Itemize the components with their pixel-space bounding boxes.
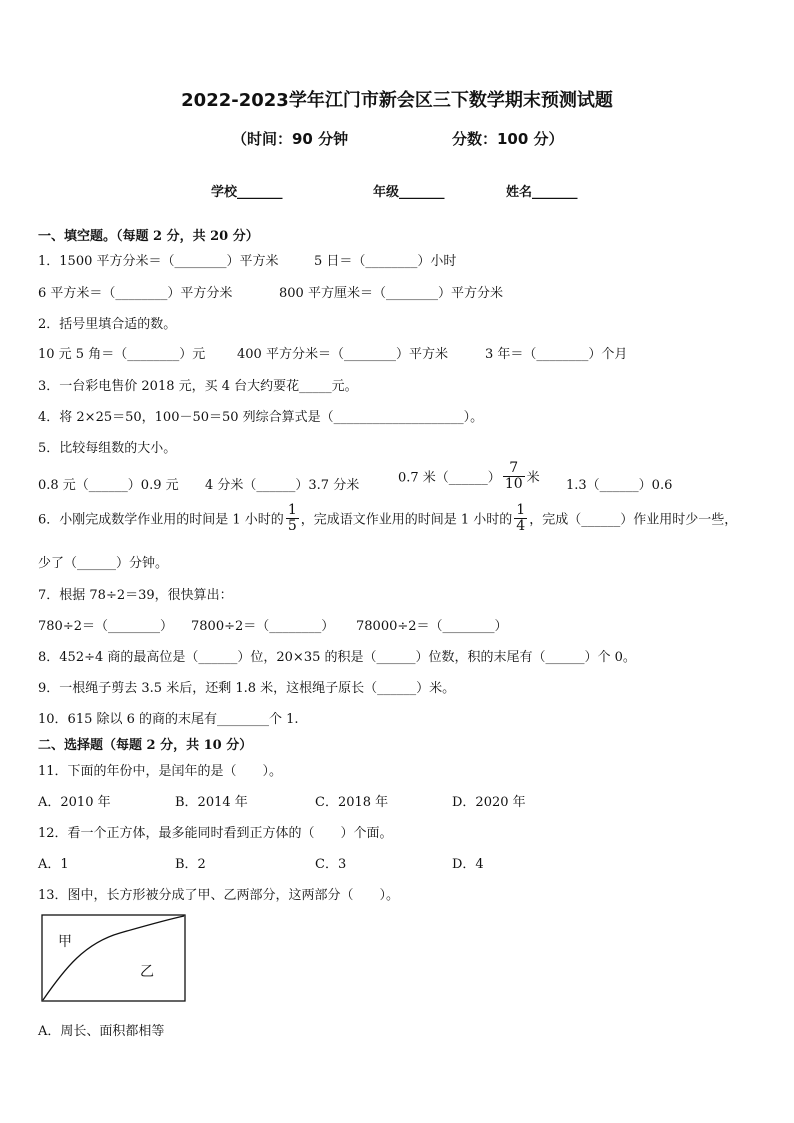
label-jia: 甲 [58, 934, 72, 950]
q8-text[interactable]: 8．452÷4 商的最高位是（______）位，20×35 的积是（______）位数，积的末尾有（______）个 0。 [38, 650, 636, 665]
q6-line2[interactable]: 少了（______）分钟。 [38, 556, 169, 571]
q10-text[interactable]: 10．615 除以 6 的商的末尾有________个 1. [38, 712, 299, 727]
q12-option-a[interactable]: A．1 [38, 857, 69, 872]
q6-part1: 6．小刚完成数学作业用的时间是 1 小时的 [38, 512, 284, 528]
fraction-denominator: 5 [287, 517, 297, 534]
q13-text: 13．图中，长方形被分成了甲、乙两部分，这两部分（ ）。 [38, 888, 400, 903]
fraction-1-4 [514, 503, 527, 533]
fraction-1-5 [286, 503, 299, 533]
q2-item-c[interactable]: 3 年＝（________）个月 [485, 347, 628, 362]
grade-field[interactable]: 年级_______ [373, 185, 445, 200]
fraction-denominator: 4 [516, 517, 526, 534]
q5-item-a[interactable]: 0.8 元（______）0.9 元 [38, 478, 179, 493]
rectangle-diagram [40, 913, 190, 1005]
q1-item-c[interactable]: 6 平方米＝（________）平方分米 [38, 286, 233, 301]
q11-option-b[interactable]: B．2014 年 [175, 795, 248, 810]
q12-option-c[interactable]: C．3 [315, 857, 347, 872]
exam-time: （时间：90 分钟 [232, 130, 349, 148]
q6-line1[interactable] [38, 503, 737, 533]
fraction-numerator: 1 [287, 502, 297, 518]
q11-option-d[interactable]: D．2020 年 [452, 795, 526, 810]
q3-text[interactable]: 3．一台彩电售价 2018 元，买 4 台大约要花_____元。 [38, 379, 358, 394]
q7-item-a[interactable]: 780÷2＝（________） [38, 619, 173, 634]
fraction-numerator: 1 [516, 502, 526, 518]
section2-heading: 二、选择题（每题 2 分，共 10 分） [38, 738, 253, 753]
rectangle-outline [42, 915, 185, 1001]
label-yi: 乙 [140, 964, 154, 980]
q2-text: 2．括号里填合适的数。 [38, 317, 177, 332]
q12-text: 12．看一个正方体，最多能同时看到正方体的（ ）个面。 [38, 826, 393, 841]
q2-item-a[interactable]: 10 元 5 角＝（________）元 [38, 347, 206, 362]
q1-item-d[interactable]: 800 平方厘米＝（________）平方分米 [279, 286, 503, 301]
school-field[interactable]: 学校_______ [211, 185, 283, 200]
q13-option-a[interactable]: A．周长、面积都相等 [38, 1024, 165, 1039]
q5-item-b[interactable]: 4 分米（______）3.7 分米 [205, 478, 360, 493]
dividing-curve [43, 916, 184, 1000]
page-title: 2022-2023学年江门市新会区三下数学期末预测试题 [181, 90, 613, 111]
q12-option-b[interactable]: B．2 [175, 857, 206, 872]
q7-item-c[interactable]: 78000÷2＝（________） [356, 619, 508, 634]
name-field[interactable]: 姓名_______ [506, 185, 578, 200]
q5-item-c-pre: 0.7 米（______） [398, 470, 501, 486]
q11-text: 11．下面的年份中，是闰年的是（ ）。 [38, 764, 283, 779]
q11-option-a[interactable]: A．2010 年 [38, 795, 111, 810]
q7-item-b[interactable]: 7800÷2＝（________） [191, 619, 335, 634]
q12-option-d[interactable]: D．4 [452, 857, 484, 872]
q7-text: 7．根据 78÷2＝39，很快算出： [38, 588, 233, 603]
q2-item-b[interactable]: 400 平方分米＝（________）平方米 [237, 347, 448, 362]
fraction-denominator: 10 [504, 475, 523, 492]
fraction-numerator: 7 [503, 461, 525, 477]
q5-item-c[interactable] [398, 461, 540, 491]
q1-item-b[interactable]: 5 日＝（________）小时 [314, 254, 457, 269]
exam-score: 分数：100 分） [452, 130, 564, 148]
q5-item-d[interactable]: 1.3（______）0.6 [566, 478, 673, 493]
q11-option-c[interactable]: C．2018 年 [315, 795, 389, 810]
q6-part3: ，完成（______）作业用时少一些， [529, 512, 738, 528]
q9-text[interactable]: 9．一根绳子剪去 3.5 米后，还剩 1.8 米，这根绳子原长（______）米。 [38, 681, 456, 696]
fraction-7-10 [503, 461, 525, 491]
q4-text[interactable]: 4．将 2×25＝50，100－50＝50 列综合算式是（____________________）。 [38, 410, 484, 425]
q1-item-a[interactable]: 1．1500 平方分米＝（________）平方米 [38, 254, 279, 269]
section1-heading: 一、填空题。（每题 2 分，共 20 分） [38, 229, 259, 244]
q6-part2: ，完成语文作业用的时间是 1 小时的 [300, 512, 513, 528]
q5-text: 5．比较每组数的大小。 [38, 441, 177, 456]
q5-item-c-post: 米 [526, 470, 540, 486]
